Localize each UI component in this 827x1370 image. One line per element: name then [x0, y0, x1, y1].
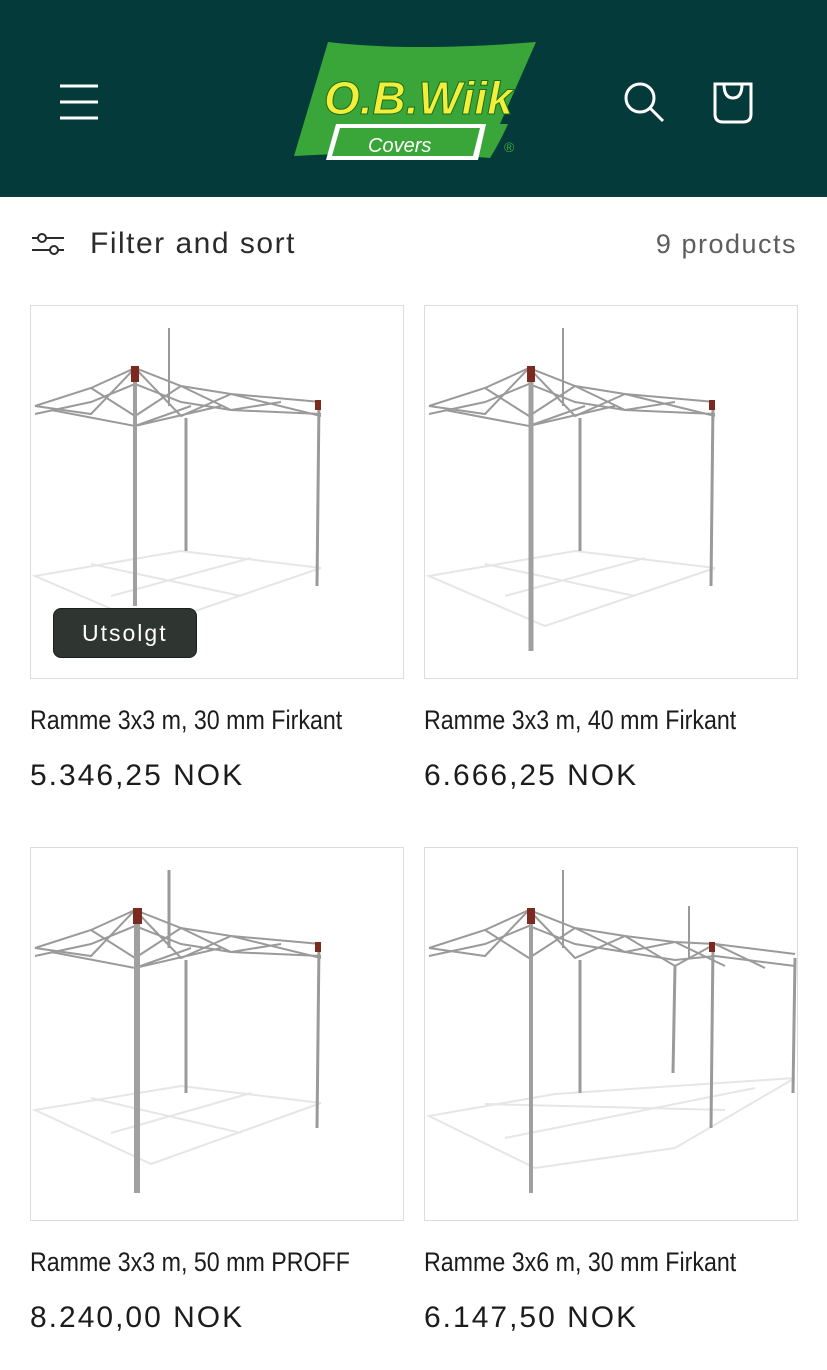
site-logo[interactable] [290, 38, 540, 168]
registered-mark: ® [504, 139, 515, 155]
sliders-icon [30, 230, 66, 258]
logo-text: O.B.Wiik [324, 72, 513, 124]
logo-subtext: Covers [368, 135, 432, 157]
tent-frame-image [425, 848, 797, 1220]
filter-bar [0, 197, 827, 297]
product-count: 9 products [655, 229, 797, 259]
cart-button[interactable] [706, 76, 760, 128]
product-image[interactable] [30, 847, 404, 1221]
product-title[interactable]: Ramme 3x6 m, 30 mm Firkant [424, 1247, 737, 1277]
sold-out-badge: Utsolgt [53, 608, 197, 658]
product-image[interactable] [424, 847, 798, 1221]
menu-button[interactable] [56, 80, 104, 124]
site-header [0, 0, 827, 197]
product-price: 8.240,00 NOK [30, 1301, 245, 1334]
product-title[interactable]: Ramme 3x3 m, 40 mm Firkant [424, 705, 737, 735]
product-image[interactable] [30, 305, 404, 679]
shopping-bag-icon [706, 76, 760, 128]
search-icon [620, 78, 668, 126]
product-image[interactable] [424, 305, 798, 679]
product-title[interactable]: Ramme 3x3 m, 30 mm Firkant [30, 705, 343, 735]
search-button[interactable] [620, 78, 668, 126]
product-price: 5.346,25 NOK [30, 759, 245, 792]
tent-frame-image [31, 848, 403, 1220]
tent-frame-image [425, 306, 797, 678]
product-price: 6.147,50 NOK [424, 1301, 639, 1334]
hamburger-menu-icon [56, 80, 104, 124]
product-price: 6.666,25 NOK [424, 759, 639, 792]
product-title[interactable]: Ramme 3x3 m, 50 mm PROFF [30, 1247, 350, 1277]
filter-and-sort-button[interactable] [30, 219, 296, 269]
filter-and-sort-label: Filter and sort [90, 227, 296, 260]
